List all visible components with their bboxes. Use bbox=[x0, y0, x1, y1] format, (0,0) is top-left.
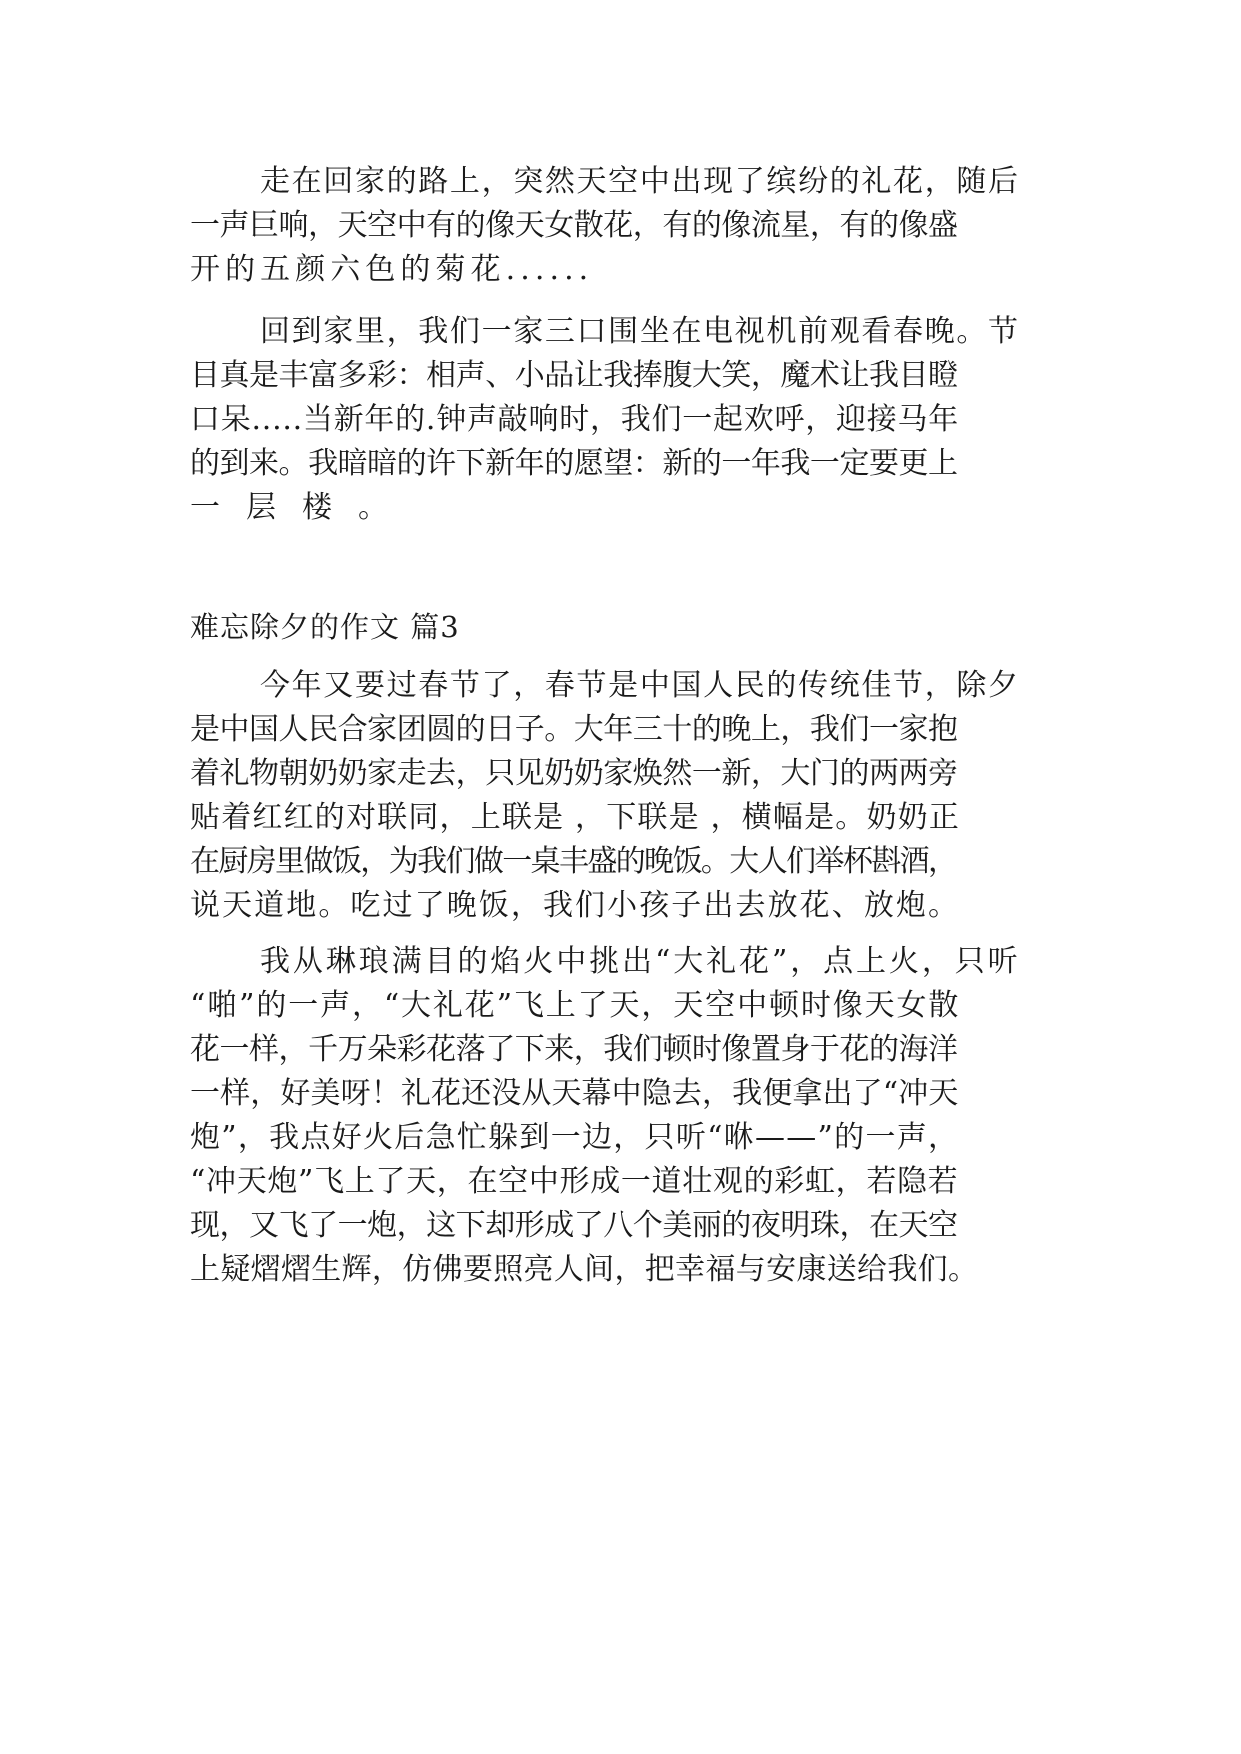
text-line: “啪”的一声，“大礼花”飞上了天，天空中顿时像天女散 bbox=[190, 988, 961, 1023]
section-title: 难忘除夕的作文 篇3 bbox=[190, 610, 460, 644]
text-line: 贴着红红的对联同，上联是 ，下联是 ，横幅是。奶奶正 bbox=[190, 800, 961, 835]
text-line: 我从琳琅满目的焰火中挑出“大礼花”，点上火，只听 bbox=[260, 944, 1021, 979]
text-line: 开的五颜六色的菊花...... bbox=[190, 252, 594, 287]
text-line: 回到家里，我们一家三口围坐在电视机前观看春晚。节 bbox=[260, 314, 1020, 349]
text-line: 一层楼。 bbox=[190, 490, 414, 525]
text-line: 一样，好美呀！礼花还没从天幕中隐去，我便拿出了“冲天 bbox=[190, 1076, 959, 1111]
text-line: 目真是丰富多彩：相声、小品让我捧腹大笑，魔术让我目瞪 bbox=[190, 358, 958, 393]
text-line: 今年又要过春节了，春节是中国人民的传统佳节，除夕 bbox=[260, 668, 1020, 703]
text-line: 说天道地。吃过了晚饭，我们小孩子出去放花、放炮。 bbox=[190, 888, 961, 923]
text-line: 花一样，千万朵彩花落了下来，我们顿时像置身于花的海洋 bbox=[190, 1032, 958, 1067]
text-line: 的到来。我暗暗的许下新年的愿望：新的一年我一定要更上 bbox=[190, 446, 958, 481]
text-line: 在厨房里做饭，为我们做一桌丰盛的晚饭。大人们举杯斟酒， bbox=[190, 844, 957, 879]
text-line: 现，又飞了一炮，这下却形成了八个美丽的夜明珠，在天空 bbox=[190, 1208, 958, 1243]
text-line: 走在回家的路上，突然天空中出现了缤纷的礼花，随后 bbox=[260, 164, 1020, 199]
text-line: 炮”，我点好火后急忙躲到一边，只听“咻——”的一声， bbox=[190, 1120, 960, 1155]
text-line: 上疑熠熠生辉，仿佛要照亮人间，把幸福与安康送给我们。 bbox=[190, 1252, 979, 1287]
text-line: 口呆.....当新年的.钟声敲响时，我们一起欢呼，迎接马年 bbox=[190, 402, 959, 437]
text-line: 着礼物朝奶奶家走去，只见奶奶家焕然一新，大门的两两旁 bbox=[190, 756, 958, 791]
text-line: 是中国人民合家团圆的日子。大年三十的晚上，我们一家抱 bbox=[190, 712, 958, 747]
text-line: 一声巨响，天空中有的像天女散花，有的像流星，有的像盛 bbox=[190, 208, 958, 243]
text-line: “冲天炮”飞上了天，在空中形成一道壮观的彩虹，若隐若 bbox=[190, 1164, 959, 1199]
